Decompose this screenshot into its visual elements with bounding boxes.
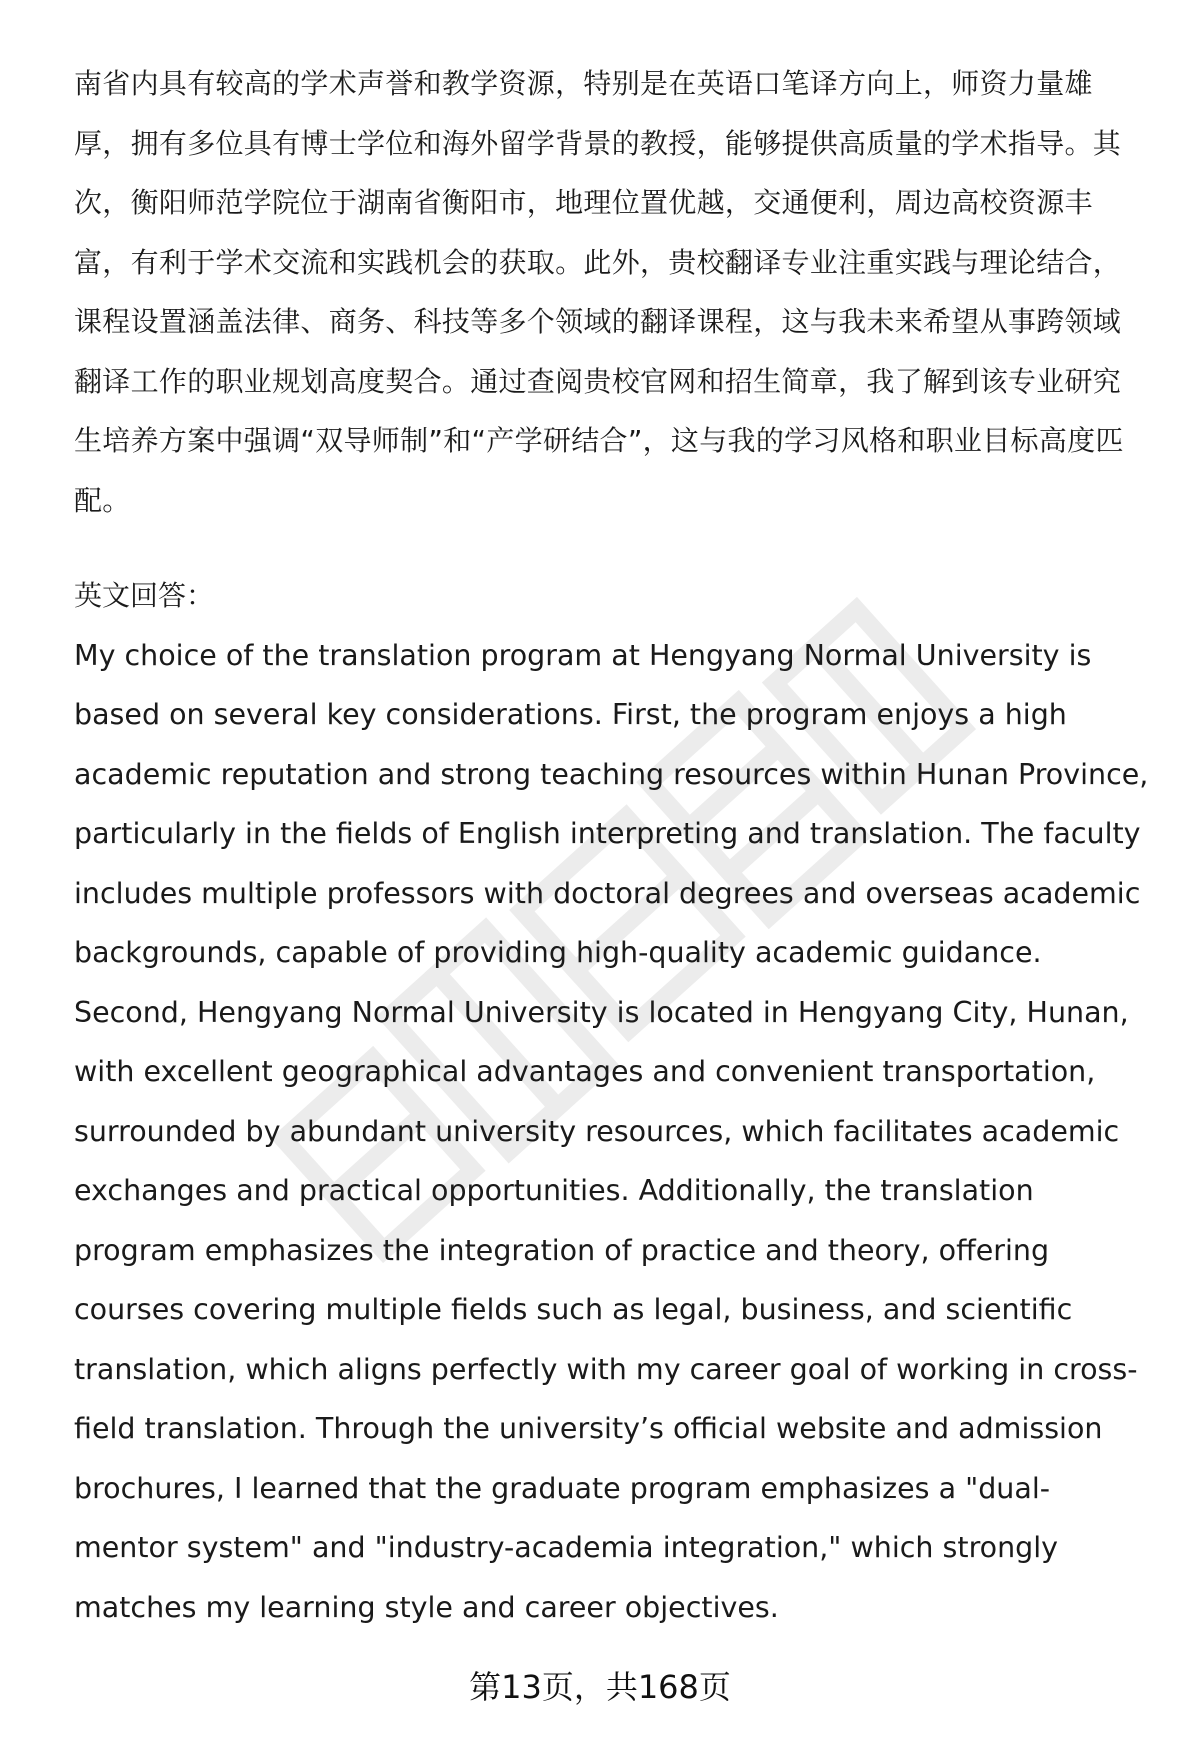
english-answer-label: 英文回答：: [74, 579, 215, 612]
chinese-answer-paragraph: 南省内具有较高的学术声誉和教学资源，特别是在英语口笔译方向上，师资力量雄厚，拥有多位具有博士学位和海外留学背景的教授，能够提供高质量的学术指导。其次，衡阳师范学院位于湖南省衡阳市，地理位置优越，交通便利，周边高校资源丰富，有利于学术交流和实践机会的获取。此外，贵校翻译专业注重实践与理论结合，课程设置涵盖法律、商务、科技等多个领域的翻译课程，这与我未来希望从事跨领域翻译工作的职业规划高度契合。通过查阅贵校官网和招生简章，我了解到该专业研究生培养方案中强调“双导师制”和“产学研结合”，这与我的学习风格和职业目标高度匹配。: [74, 67, 1124, 517]
document-body: [74, 54, 1149, 1637]
english-answer-paragraph: My choice of the translation program at Hengyang Normal University is based on several key considerations. First, the program enjoys a high academic reputation and strong teaching resources within Hunan Province, particularly in the fields of English interpreting and translation. The faculty includes multiple professors with doctoral degrees and overseas academic backgrounds, capable of providing high-quality academic guidance. Second, Hengyang Normal University is located in Hengyang City, Hunan, with excellent geographical advantages and convenient transportation, surrounded by abundant university resources, which facilitates academic exchanges and practical opportunities. Additionally, the translation program emphasizes the integration of practice and theory, offering courses covering multiple fields such as legal, business, and scientific translation, which aligns perfectly with my career goal of working in cross-field translation. Through the university’s official website and admission brochures, I learned that the graduate program emphasizes a "dual-mentor system" and "industry-academia integration," which strongly matches my learning style and career objectives.: [74, 638, 1149, 1624]
page-number-footer: 第13页，共168页: [469, 1668, 731, 1706]
